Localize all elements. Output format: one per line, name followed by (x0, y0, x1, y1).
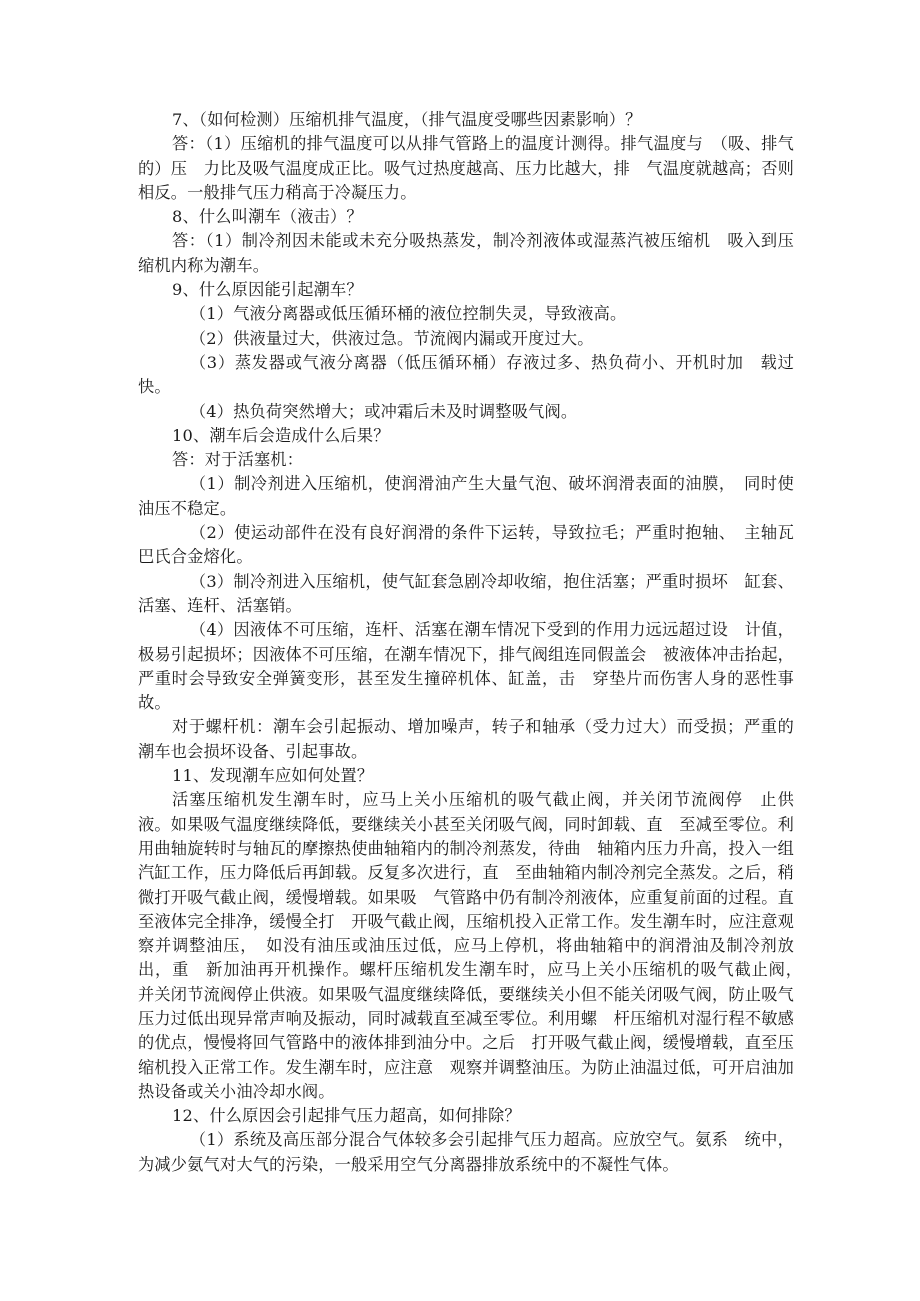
question-8: 8、什么叫潮车（液击）？ (172, 207, 363, 227)
question-7: 7、（如何检测）压缩机排气温度，（排气温度受哪些因素影响）？ (172, 110, 642, 129)
question-10: 10、潮车后会造成什么后果？ (172, 425, 390, 445)
answer-9-item-2: （2）供液量过大，供液过急。节流阀内漏或开度过大。 (189, 328, 594, 348)
answer-9-item-3: （3）蒸发器或气液分离器（低压循环桶）存液过多、热负荷小、开机时加 载过快。 (138, 352, 794, 397)
answer-9-item-4: （4）热负荷突然增大；或冲霜后未及时调整吸气阀。 (189, 401, 578, 421)
question-11: 11、发现潮车应如何处置？ (172, 766, 374, 786)
answer-9-item-1: （1）气液分离器或低压循环桶的液位控制失灵，导致液高。 (189, 304, 627, 324)
answer-10-item-3: （3）制冷剂进入压缩机，使气缸套急剧冷却收缩，抱住活塞；严重时损坏 缸套、活塞、连杆、活塞销。 (138, 571, 794, 615)
answer-12-item-1: （1）系统及高压部分混合气体较多会引起排气压力超高。应放空气。氨系 统中，为减少氨气对大气的污染，一般采用空气分离器排放系统中的不凝性气体。 (138, 1130, 794, 1174)
document-page (138, 108, 811, 1177)
answer-10-intro: 答：对于活塞机： (172, 450, 304, 470)
answer-10-screw: 对于螺杆机：潮车会引起振动、增加噪声，转子和轴承（受力过大）而受损；严重的潮车也会损坏设备、引起事故。 (138, 717, 794, 761)
answer-8: 答：（1）制冷剂因未能或未充分吸热蒸发，制冷剂液体或湿蒸汽被压缩机 吸入到压缩机内称为潮车。 (138, 231, 794, 275)
question-12: 12、什么原因会引起排气压力超高，如何排除？ (172, 1106, 521, 1126)
answer-10-item-4: （4）因液体不可压缩，连杆、活塞在潮车情况下受到的作用力远远超过设 计值，极易引起损坏；因液体不可压缩，在潮车情况下，排气阀组连同假盖会 被液体冲击抬起，严重时会导致安全弹簧变形，甚至发生撞碎机体、缸盖，击 穿垫片而伤害人身的恶性事故。 (138, 620, 794, 713)
answer-11: 活塞压缩机发生潮车时，应马上关小压缩机的吸气截止阀，并关闭节流阀停 止供液。如果吸气温度继续降低，要继续关小甚至关闭吸气阀，同时卸载、直 至减至零位。利用曲轴旋转时与轴瓦的摩擦热使曲轴箱内的制冷剂蒸发，待曲 轴箱内压力升高，投入一组汽缸工作，压力降低后再卸载。反复多次进行，直 至曲轴箱内制冷剂完全蒸发。之后，稍微打开吸气截止阀，缓慢增载。如果吸 气管路中仍有制冷剂液体，应重复前面的过程。直至液体完全排净，缓慢全打 开吸气截止阀，压缩机投入正常工作。发生潮车时，应注意观察并调整油压， 如没有油压或油压过低，应马上停机，将曲轴箱中的润滑油及制冷剂放出，重 新加油再开机操作。螺杆压缩机发生潮车时，应马上关小压缩机的吸气截止阀， 并关闭节流阀停止供液。如果吸气温度继续降低，要继续关小但不能关闭吸气阀，防止吸气压力过低出现异常声响及振动，同时减载直至减至零位。利用螺 杆压缩机对湿行程不敏感的优点，慢慢将回气管路中的液体排到油分中。之后 打开吸气截止阀，缓慢增载，直至压缩机投入正常工作。发生潮车时，应注意 观察并调整油压。为防止油温过低，可开启油加热设备或关小油冷却水阀。 (138, 790, 811, 1101)
answer-10-item-1: （1）制冷剂进入压缩机，使润滑油产生大量气泡、破坏润滑表面的油膜， 同时使油压不稳定。 (138, 474, 794, 518)
answer-7: 答：（1）压缩机的排气温度可以从排气管路上的温度计测得。排气温度与 （吸、排气的）压 力比及吸气温度成正比。吸气过热度越高、压力比越大，排 气温度就越高；否则相反。一般排气压力稍高于冷凝压力。 (138, 134, 794, 202)
question-9: 9、什么原因能引起潮车？ (172, 280, 363, 300)
answer-10-item-2: （2）使运动部件在没有良好润滑的条件下运转，导致拉毛；严重时抱轴、 主轴瓦巴氏合金熔化。 (138, 523, 794, 567)
